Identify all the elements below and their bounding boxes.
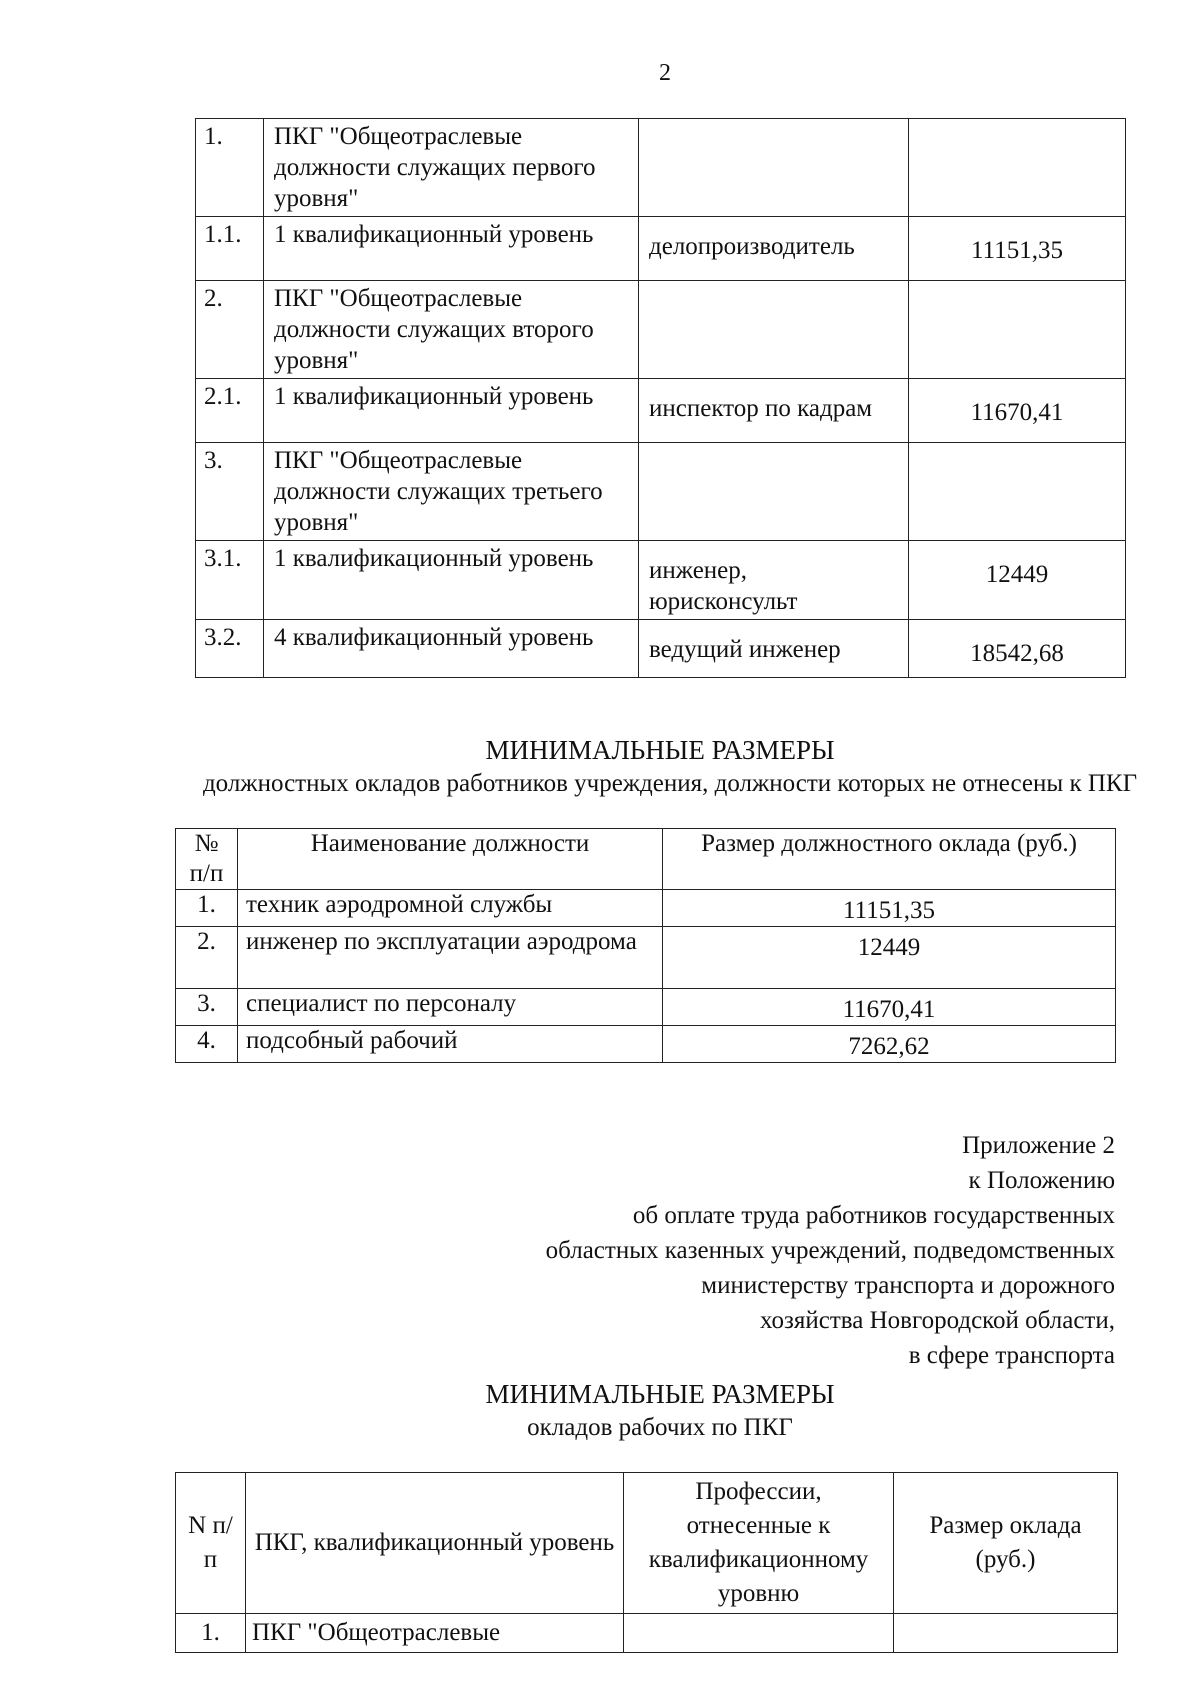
row-number: 3.1. [196,541,264,620]
page-number: 2 [659,60,671,86]
position-name [639,119,909,217]
table-row [196,443,1126,541]
header-group: ПКГ, квалификационный уровень [246,1473,624,1614]
salary-amount: 11670,41 [909,379,1126,443]
pkg-group: ПКГ "Общеотраслевые должности служащих третьего уровня" [264,443,639,541]
table-row [196,379,1126,443]
table-row [176,927,1116,989]
header-salary: Размер должностного оклада (руб.) [663,829,1116,890]
table-header-row [176,1473,1118,1614]
pkg-group: 1 квалификационный уровень [264,541,639,620]
worker-pkg-table [175,1472,1118,1653]
header-salary: Размер оклада (руб.) [894,1473,1118,1614]
salary-amount: 18542,68 [909,620,1126,678]
appendix-line: в сфере транспорта [908,1342,1115,1369]
appendix-line: Приложение 2 [962,1132,1115,1159]
salary-amount: 12449 [909,541,1126,620]
row-number: 2. [176,927,238,989]
appendix-note [415,1128,1115,1373]
position-name: инженер, юрисконсульт [639,541,909,620]
appendix-line: об оплате труда работников государственных [632,1202,1115,1229]
section1-title: МИНИМАЛЬНЫЕ РАЗМЕРЫ [485,735,835,765]
row-number: 3.2. [196,620,264,678]
row-number: 3. [196,443,264,541]
appendix-line: к Положению [968,1167,1115,1194]
row-number: 1.1. [196,217,264,281]
position-name: специалист по персоналу [238,989,663,1026]
salary-amount: 7262,62 [663,1026,1116,1063]
table-row [176,1614,1118,1653]
section2-title: МИНИМАЛЬНЫЕ РАЗМЕРЫ [485,1379,835,1409]
pkg-group: 1 квалификационный уровень [264,217,639,281]
salary-amount: 12449 [663,927,1116,989]
salary-amount: 11151,35 [909,217,1126,281]
salary-amount: 11151,35 [663,890,1116,927]
position-name: инспектор по кадрам [639,379,909,443]
pkg-group: ПКГ "Общеотраслевые должности служащих первого уровня" [264,119,639,217]
pkg-group: ПКГ "Общеотраслевые [246,1614,624,1653]
table-row [196,620,1126,678]
position-name [639,443,909,541]
row-number: 1. [196,119,264,217]
appendix-line: хозяйства Новгородской области, [759,1307,1115,1334]
salary-amount [909,119,1126,217]
row-number: 4. [176,1026,238,1063]
position-name: делопроизводитель [639,217,909,281]
appendix-line: областных казенных учреждений, подведомственных [545,1237,1115,1264]
section2-subtitle: окладов рабочих по ПКГ [527,1414,793,1441]
table-row [196,217,1126,281]
pkg-group: ПКГ "Общеотраслевые должности служащих второго уровня" [264,281,639,379]
position-name: подсобный рабочий [238,1026,663,1063]
header-professions: Профессии, отнесенные к квалификационному уровню [624,1473,894,1614]
header-num: N п/п [176,1473,246,1614]
header-num: № п/п [176,829,238,890]
row-number: 1. [176,890,238,927]
header-name: Наименование должности [238,829,663,890]
table-row [196,119,1126,217]
position-name [639,281,909,379]
non-pkg-positions-table [175,828,1116,1063]
table-header-row [176,829,1116,890]
position-name: техник аэродромной службы [238,890,663,927]
row-number: 1. [176,1614,246,1653]
salary-amount [909,281,1126,379]
row-number: 2. [196,281,264,379]
table-row [196,281,1126,379]
salary-amount [909,443,1126,541]
salary-amount [894,1614,1118,1653]
row-number: 2.1. [196,379,264,443]
position-name: ведущий инженер [639,620,909,678]
table-row [176,1026,1116,1063]
table-row [176,890,1116,927]
position-name: инженер по эксплуатации аэродрома [238,927,663,989]
section1-subtitle: должностных окладов работников учреждения, должности которых не отнесены к ПКГ [202,770,1138,797]
appendix-line: министерству транспорта и дорожного [701,1272,1115,1299]
salary-amount: 11670,41 [663,989,1116,1026]
pkg-group: 1 квалификационный уровень [264,379,639,443]
profession-names [624,1614,894,1653]
pkg-positions-table [195,118,1126,678]
pkg-group: 4 квалификационный уровень [264,620,639,678]
row-number: 3. [176,989,238,1026]
table-row [176,989,1116,1026]
table-row [196,541,1126,620]
